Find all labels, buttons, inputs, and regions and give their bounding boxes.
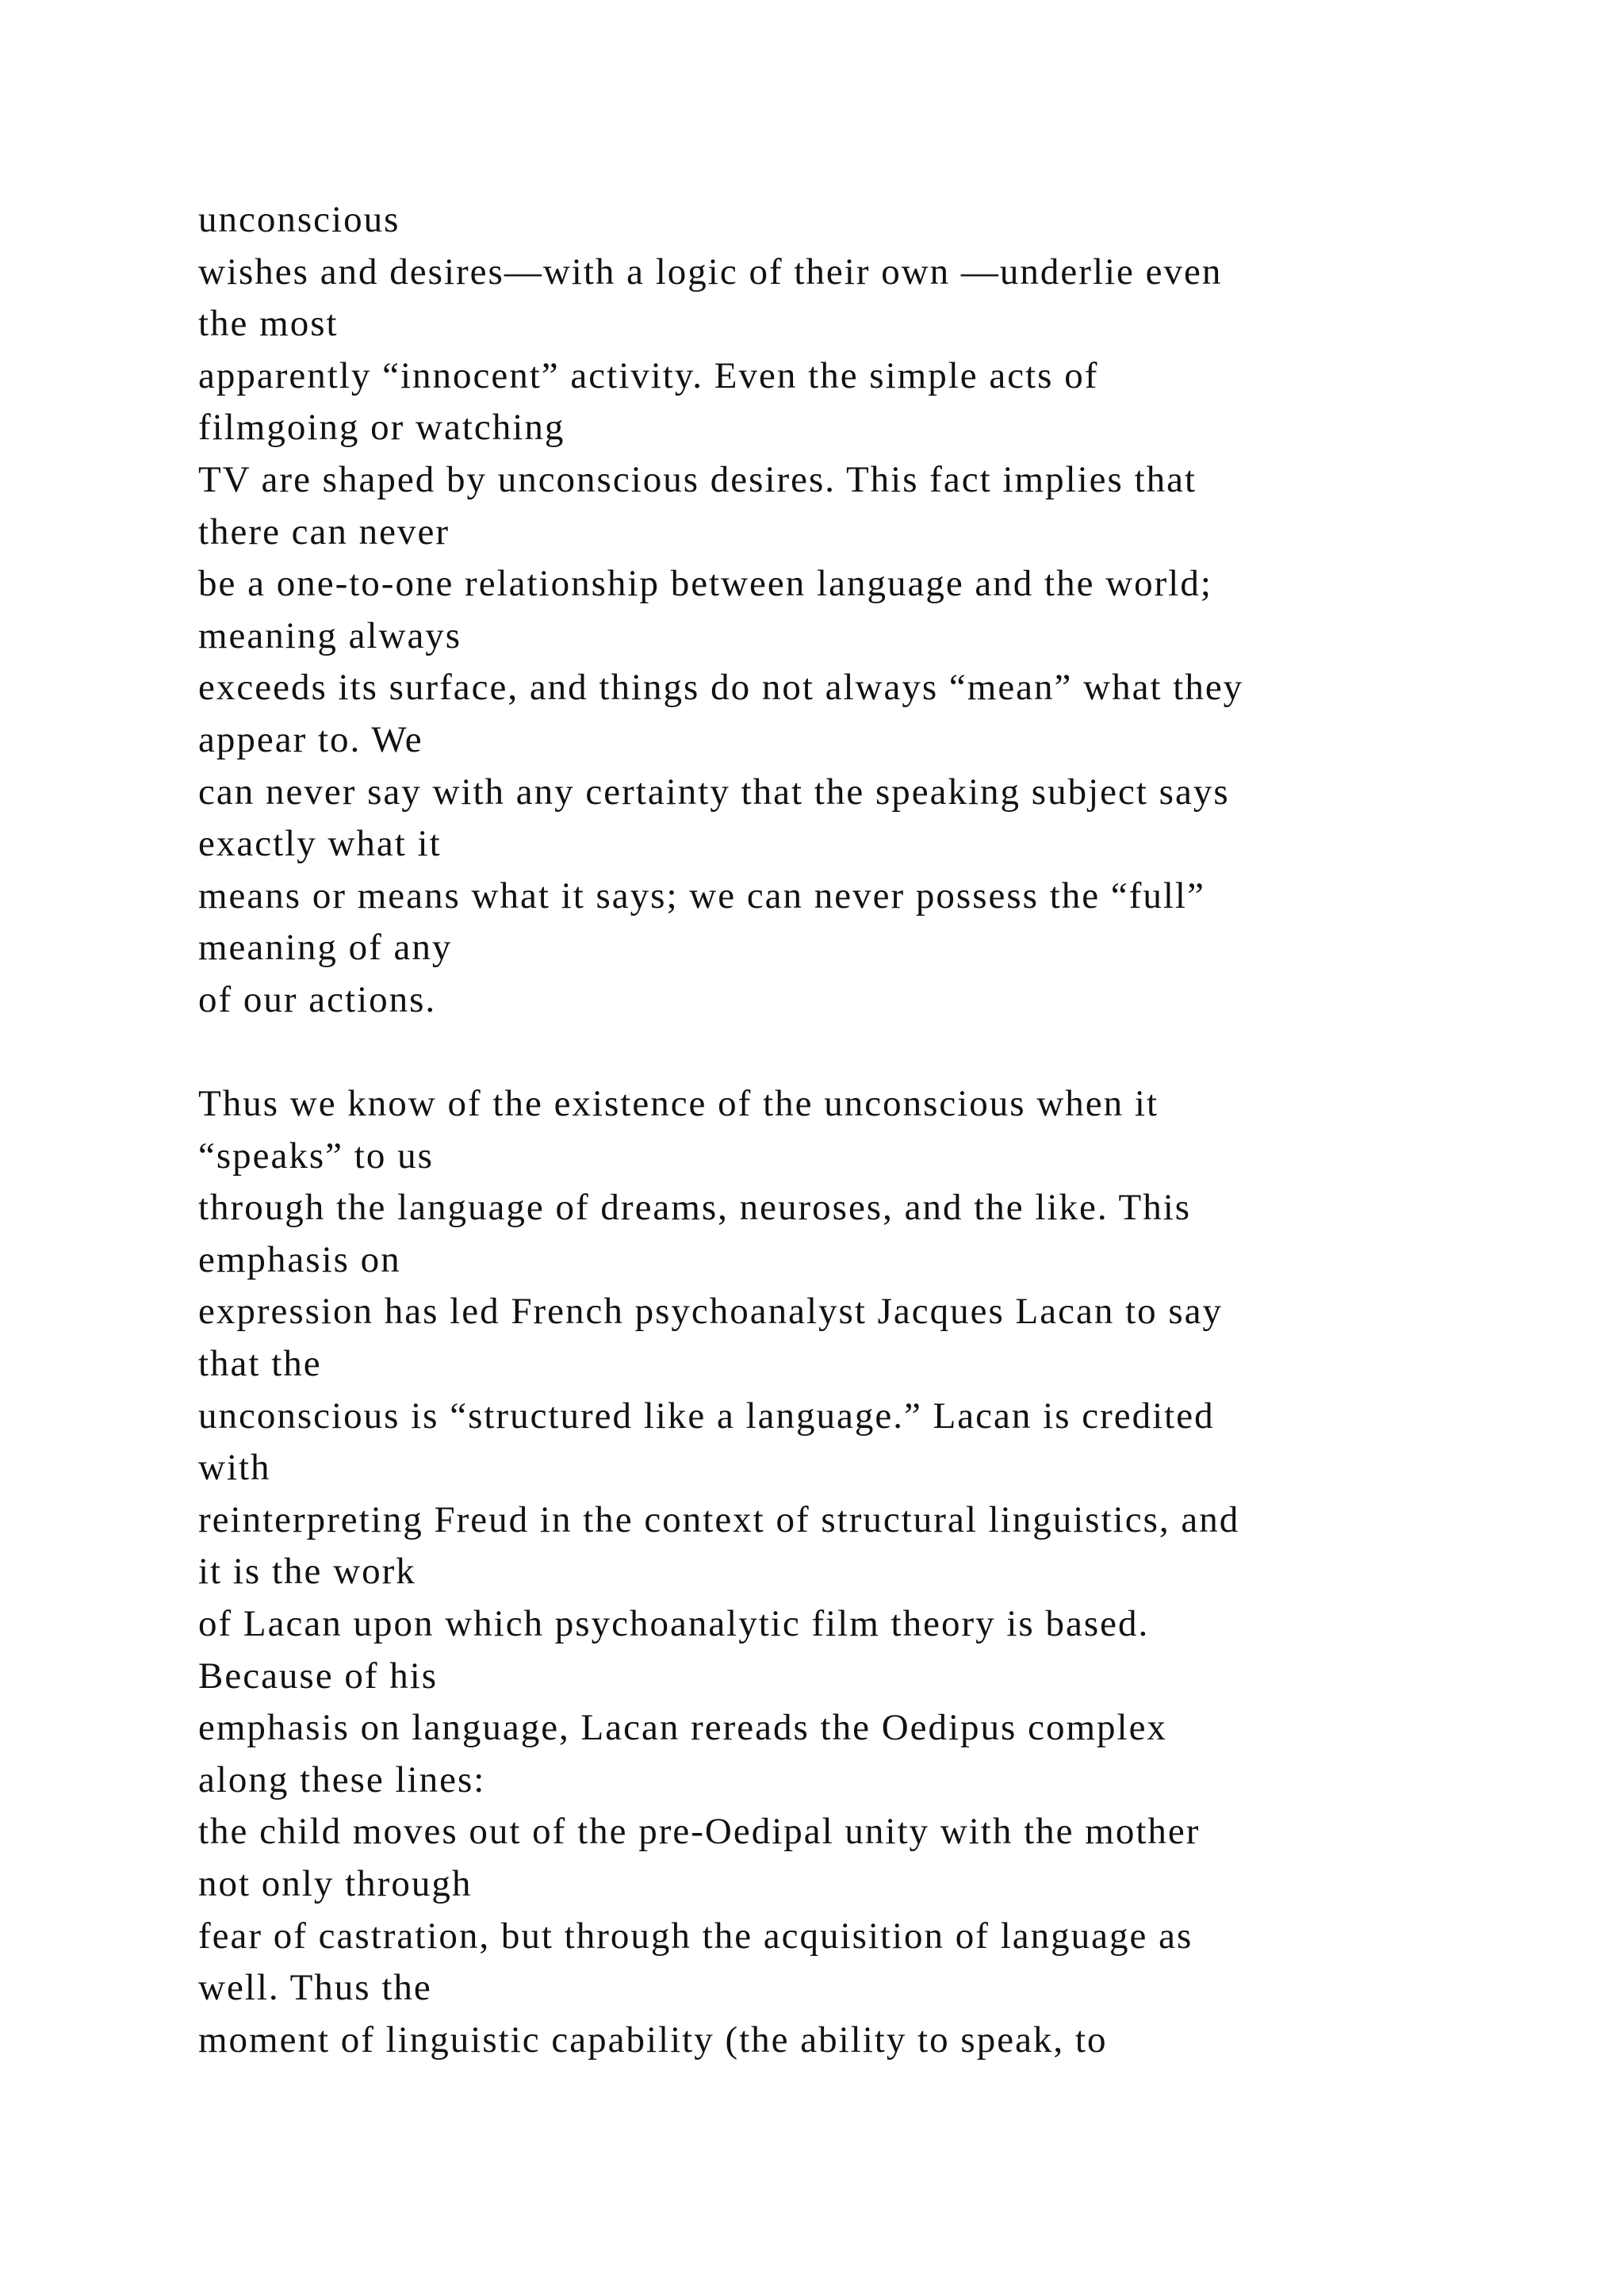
- text-line: meaning always: [198, 614, 462, 656]
- text-line: it is the work: [198, 1551, 416, 1593]
- text-line: the most: [198, 303, 339, 345]
- text-line: there can never: [198, 511, 450, 553]
- text-line: exactly what it: [198, 823, 442, 865]
- text-line: unconscious is “structured like a language.” Lacan is credited: [198, 1395, 1215, 1437]
- paragraph-1: [198, 194, 1546, 1027]
- text-line: can never say with any certainty that the speaking subject says: [198, 771, 1230, 813]
- text-line: along these lines:: [198, 1758, 486, 1800]
- text-line: the child moves out of the pre-Oedipal unity with the mother: [198, 1811, 1201, 1853]
- text-line: of our actions.: [198, 978, 437, 1020]
- text-line: filmgoing or watching: [198, 407, 565, 449]
- text-line: reinterpreting Freud in the context of structural linguistics, and: [198, 1498, 1240, 1540]
- paragraph-2: [198, 1078, 1546, 2066]
- text-line: TV are shaped by unconscious desires. This fact implies that: [198, 458, 1197, 500]
- text-line: moment of linguistic capability (the ability to speak, to: [198, 2019, 1108, 2061]
- text-line: fear of castration, but through the acquisition of language as: [198, 1915, 1193, 1957]
- text-line: expression has led French psychoanalyst Jacques Lacan to say: [198, 1291, 1224, 1333]
- text-line: unconscious: [198, 199, 400, 240]
- text-line: not only through: [198, 1863, 473, 1904]
- text-line: Because of his: [198, 1655, 439, 1697]
- text-line: of Lacan upon which psychoanalytic film theory is based.: [198, 1603, 1150, 1645]
- text-line: emphasis on: [198, 1238, 401, 1280]
- text-line: apparently “innocent” activity. Even the simple acts of: [198, 354, 1099, 396]
- text-line: emphasis on language, Lacan rereads the Oedipus complex: [198, 1707, 1167, 1749]
- text-line: “speaks” to us: [198, 1135, 434, 1177]
- text-line: Thus we know of the existence of the unconscious when it: [198, 1083, 1159, 1125]
- text-line: be a one-to-one relationship between language and the world;: [198, 563, 1212, 605]
- text-line: well. Thus the: [198, 1967, 432, 2009]
- text-line: wishes and desires—with a logic of their own —underlie even: [198, 251, 1223, 293]
- body-text: [198, 194, 1546, 2066]
- text-line: means or means what it says; we can never possess the “full”: [198, 874, 1205, 916]
- text-line: appear to. We: [198, 718, 423, 760]
- text-line: through the language of dreams, neuroses, and the like. This: [198, 1187, 1192, 1229]
- paragraph-break: [198, 1027, 1546, 1079]
- text-line: with: [198, 1447, 271, 1489]
- text-line: exceeds its surface, and things do not always “mean” what they: [198, 667, 1244, 709]
- text-line: that the: [198, 1343, 322, 1385]
- text-line: meaning of any: [198, 927, 453, 969]
